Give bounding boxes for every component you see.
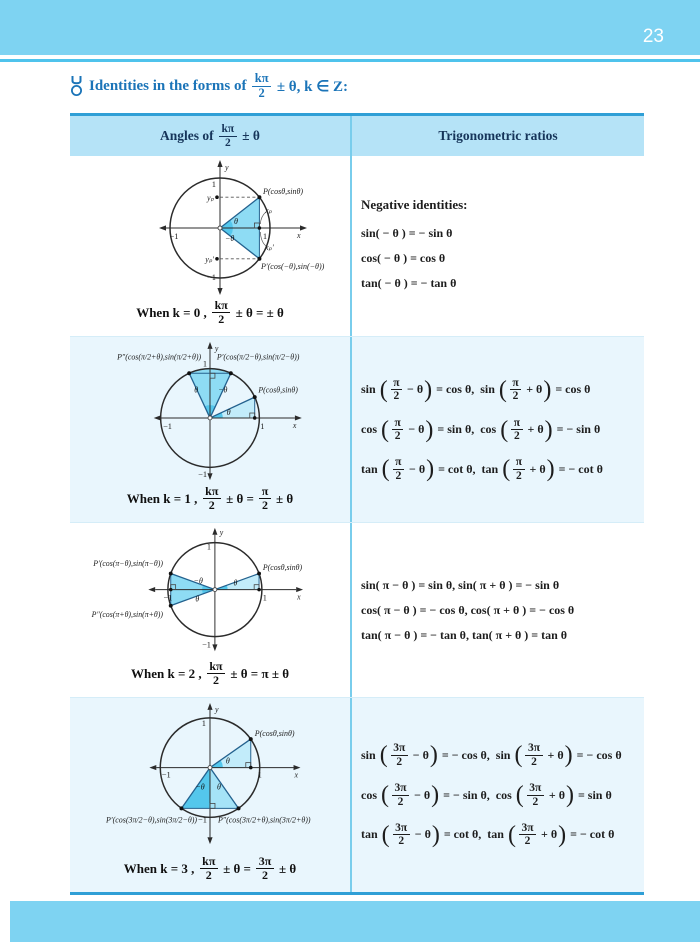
page-title-text: Identities in the forms of kπ 2 ± θ, k ∈ Z: <box>89 71 349 100</box>
ratio-line: sin ( 3π 2 − θ ) = − cos θ, sin ( 3π 2 + θ ) = − cos θ <box>361 742 622 769</box>
tick-one-top: 1 <box>202 359 208 369</box>
tick-one-top: 1 <box>211 179 216 189</box>
angle-theta: θ <box>234 217 238 226</box>
point-p-label: P(cosθ,sinθ) <box>254 728 295 738</box>
tick-one-top: 1 <box>206 542 211 552</box>
ratios-cell-k2 <box>350 523 642 697</box>
ratio-line: tan( π − θ ) = − tan θ, tan( π + θ ) = tan θ <box>361 627 568 642</box>
label-y-p: yₚ <box>207 193 214 203</box>
axis-label-x: x <box>292 420 297 430</box>
point-p-dblprime-label: P″(cos(3π/2+θ),sin(3π/2+θ)) <box>217 815 311 825</box>
tick-one-right: 1 <box>262 231 268 241</box>
angle-theta-x: θ <box>225 756 230 766</box>
point-p-dblprime-label: P″(cos(π/2+θ),sin(π/2+θ)) <box>117 352 202 362</box>
angle-neg-theta-right: −θ <box>218 385 228 395</box>
tick-one-right: 1 <box>260 421 265 431</box>
label-y-p-prime: yₚ′ <box>205 255 214 264</box>
angle-theta-left: θ <box>194 385 199 395</box>
diagram-geometry <box>148 528 303 651</box>
angle-neg-theta-up: −θ <box>193 576 203 586</box>
tick-one-right: 1 <box>257 769 262 780</box>
unit-circle-diagram-k0 <box>70 156 350 298</box>
axis-label-x: x <box>297 231 301 240</box>
angle-neg-theta: −θ <box>225 234 235 243</box>
bottom-band <box>10 901 700 942</box>
table-row-k1 <box>70 336 644 522</box>
angle-neg-theta-left: −θ <box>195 782 205 792</box>
point-p-prime-label: P′(cos(π−θ),sin(π−θ)) <box>93 559 163 569</box>
column-header-ratios: Trigonometric ratios <box>350 116 644 156</box>
page-title <box>70 64 348 108</box>
ratio-line: cos ( 3π 2 − θ ) = − sin θ, cos ( 3π 2 + θ ) = sin θ <box>361 782 612 808</box>
caption-k3: When k = 3 , kπ 2 ± θ = $\frac{3\pi}{2}$ ± θ <box>123 854 297 883</box>
point-p-prime-label: P′(cos(3π/2−θ),sin(3π/2−θ)) <box>106 815 198 825</box>
table-row-k0 <box>70 156 644 336</box>
tick-neg-one-bottom: −1 <box>198 470 208 480</box>
tick-neg-one-bottom: −1 <box>206 272 216 282</box>
axis-label-y: y <box>219 527 224 537</box>
diagram-cell-k0 <box>70 156 350 336</box>
ratio-line: cos( π − θ ) = − cos θ, cos( π + θ ) = − cos θ <box>361 602 575 617</box>
top-band <box>0 0 700 55</box>
top-rule <box>0 59 700 62</box>
tick-neg-one-left: −1 <box>163 421 173 431</box>
ratio-line: tan ( π 2 − θ ) = cot θ, tan ( π 2 + θ ) = − cot θ <box>361 456 603 483</box>
ratio-line: sin ( π 2 − θ ) = cos θ, sin ( π 2 + θ ) = cos θ <box>361 376 591 403</box>
table-row-k3 <box>70 697 644 892</box>
ratios-cell-k0 <box>350 156 642 336</box>
tick-one-right: 1 <box>262 593 267 603</box>
tick-neg-one-left: −1 <box>169 231 179 241</box>
ratio-line: tan ( 3π 2 − θ ) = cot θ, tan ( 3π 2 + θ ) = − cot θ <box>361 821 615 848</box>
ratio-line: cos ( π 2 − θ ) = sin θ, cos ( π 2 + θ ) = − sin θ <box>361 416 601 443</box>
axis-label-y: y <box>214 704 219 714</box>
ratios-cell-k3 <box>350 698 642 892</box>
negative-identities-heading: Negative identities: <box>361 196 468 212</box>
angle-theta-right: θ <box>216 782 221 792</box>
diagram-cell-k3 <box>70 698 350 892</box>
diagram-geometry <box>159 160 307 295</box>
axis-label-y: y <box>225 163 229 172</box>
point-p-label: P(cosθ,sinθ) <box>258 385 298 395</box>
identities-table <box>70 113 644 895</box>
angle-theta-x: θ <box>233 578 238 588</box>
point-p-dblprime-label: P″(cos(π+θ),sin(π+θ)) <box>91 610 163 620</box>
table-row-k2 <box>70 522 644 697</box>
unit-circle-diagram-k3 <box>70 698 350 855</box>
tick-neg-one-bottom: −1 <box>202 640 211 650</box>
unit-circle-diagram-k1 <box>70 337 350 485</box>
point-p-prime-label: P′(cos(π/2−θ),sin(π/2−θ)) <box>216 352 300 362</box>
ratio-line: sin( − θ ) = − sin θ <box>361 225 453 240</box>
point-p-label: P(cosθ,sinθ) <box>263 187 304 196</box>
point-p-label: P(cosθ,sinθ) <box>262 563 303 573</box>
tick-neg-one-left: −1 <box>161 769 171 780</box>
axis-label-y: y <box>214 343 219 353</box>
medal-icon <box>70 75 83 97</box>
diagram-cell-k2 <box>70 523 350 697</box>
tick-neg-one-left: −1 <box>163 593 173 603</box>
tick-one-top: 1 <box>201 717 207 728</box>
angle-theta-x: θ <box>226 407 231 417</box>
tick-neg-one-bottom: −1 <box>198 814 208 825</box>
axis-label-x: x <box>294 770 299 780</box>
label-x-p: xₚ <box>265 206 272 215</box>
column-header-angles: Angles of kπ 2 ± θ <box>160 123 260 149</box>
unit-circle-diagram-k2 <box>70 523 350 660</box>
angle-theta-down: θ <box>195 594 200 604</box>
diagram-cell-k1 <box>70 337 350 522</box>
ratio-line: cos( − θ ) = cos θ <box>361 250 446 265</box>
ratios-cell-k1 <box>350 337 642 522</box>
page-number: 23 <box>642 26 664 47</box>
label-x-p-prime: xₚ′ <box>265 243 274 252</box>
table-header-row <box>70 116 644 156</box>
caption-k2: When k = 2 , kπ 2 ± θ = π ± θ <box>131 659 289 688</box>
caption-k0: When k = 0 , kπ 2 ± θ = ± θ <box>136 298 284 327</box>
axis-label-x: x <box>297 592 301 602</box>
point-p-prime-label: P′(cos(−θ),sin(−θ)) <box>261 262 325 271</box>
ratio-line: sin( π − θ ) = sin θ, sin( π + θ ) = − sin θ <box>361 577 560 592</box>
caption-k1: When k = 1 , kπ 2 ± θ = $\frac{\pi}{2}$ ± θ <box>126 484 294 513</box>
ratio-line: tan( − θ ) = − tan θ <box>361 275 457 290</box>
